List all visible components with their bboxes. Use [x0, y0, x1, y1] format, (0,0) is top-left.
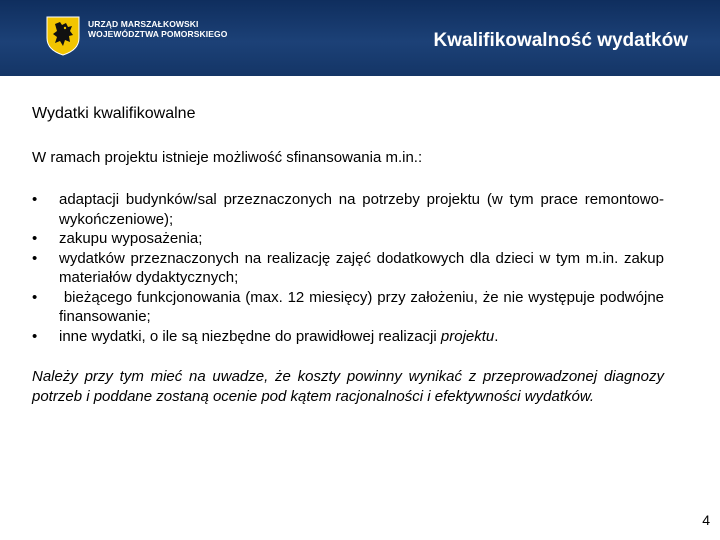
list-item-text: wydatków przeznaczonych na realizację zajęć dodatkowych dla dzieci w tym m.in. zakup materiałów dydaktycznych; [59, 249, 664, 286]
list-item-text: adaptacji budynków/sal przeznaczonych na potrzeby projektu (w tym prace remontowo-wykończeniowe); [59, 191, 664, 228]
section-heading: Wydatki kwalifikowalne [32, 105, 196, 122]
bullet-icon: • [32, 249, 38, 267]
expense-list [32, 190, 669, 346]
bullet-icon: • [32, 288, 38, 306]
header-bar [0, 0, 720, 76]
list-item [32, 249, 664, 288]
list-item [32, 229, 664, 249]
list-item [32, 190, 664, 229]
intro-text: W ramach projektu istnieje możliwość sfinansowania m.in.: [32, 148, 423, 166]
page-number: 4 [702, 512, 710, 528]
logo-line-2: WOJEWÓDZTWA POMORSKIEGO [88, 29, 228, 39]
slide-title: Kwalifikowalność wydatków [433, 30, 688, 51]
bullet-icon: • [32, 191, 38, 208]
logo-line-1: URZĄD MARSZAŁKOWSKI [88, 19, 199, 29]
list-item-emphasis: projektu [440, 327, 495, 345]
logo [46, 16, 246, 60]
griffin-crest-icon [46, 16, 80, 56]
logo-text [88, 19, 227, 39]
bullet-icon: • [32, 327, 38, 345]
list-item [32, 327, 664, 347]
list-item-end: . [494, 327, 499, 345]
bullet-icon: • [32, 230, 38, 247]
list-item [32, 288, 669, 327]
list-item-text: bieżącego funkcjonowania (max. 12 miesięcy) przy założeniu, że nie występuje podwójne finansowanie; [59, 288, 669, 325]
list-item-text: inne wydatki, o ile są niezbędne do prawidłowej realizacji [59, 327, 441, 345]
note-text: Należy przy tym mieć na uwadze, że koszty powinny wynikać z przeprowadzonej diagnozy potrzeb i poddane zostaną ocenie pod kątem racjonalności i efektywności wydatków. [32, 368, 664, 405]
list-item-text: zakupu wyposażenia; [59, 230, 203, 247]
slide-content [32, 104, 669, 406]
